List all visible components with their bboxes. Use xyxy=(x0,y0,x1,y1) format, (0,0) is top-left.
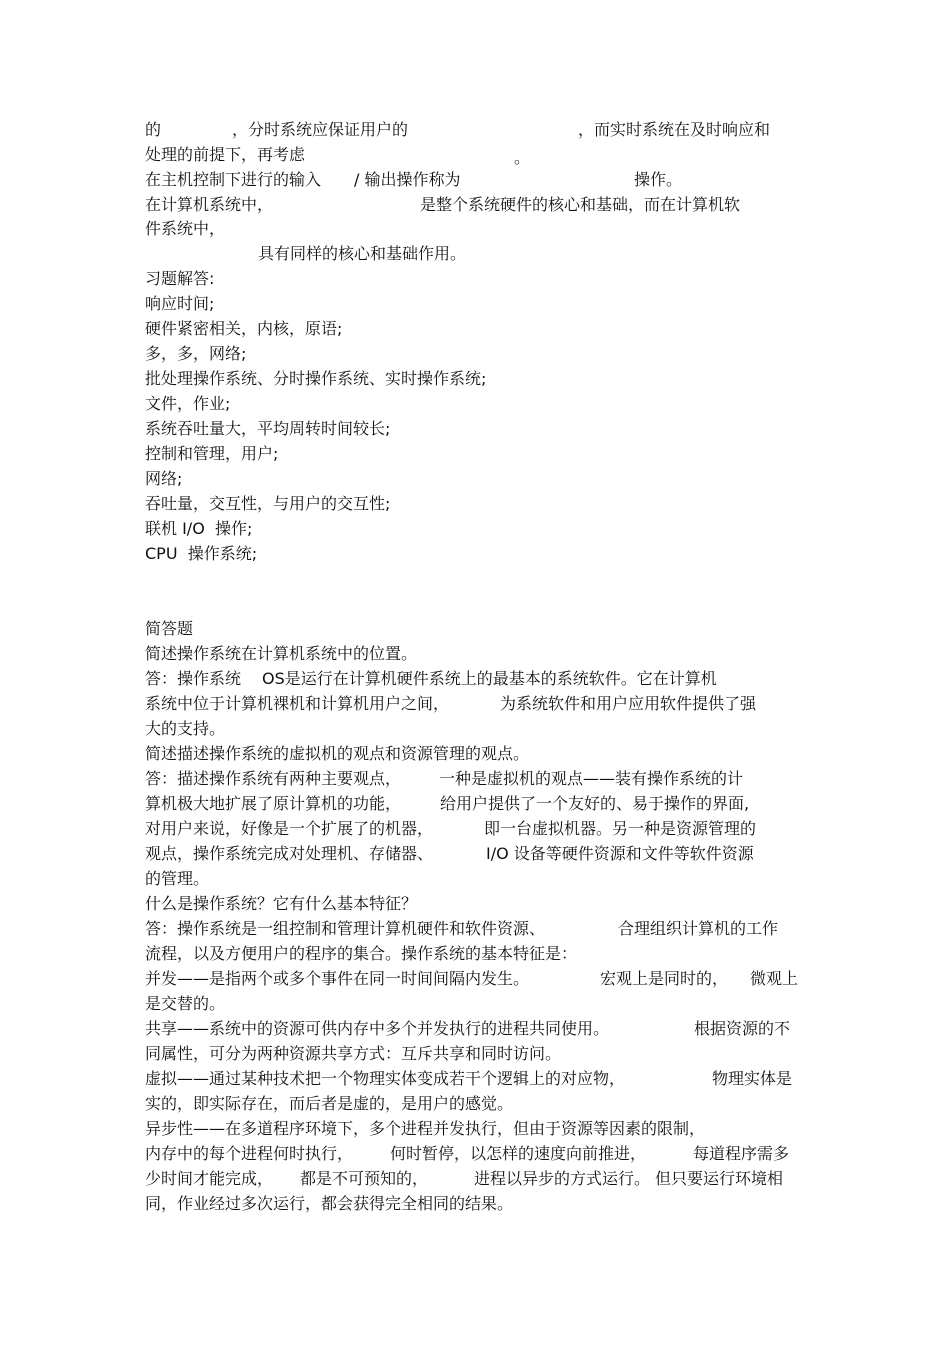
answer-item: 系统吞吐量大，平均周转时间较长; xyxy=(145,419,391,438)
answer-2-line-4-b: I/O 设备等硬件资源和文件等软件资源 xyxy=(486,844,754,863)
blank-line-1-part-3: ，而实时系统在及时响应和 xyxy=(578,120,771,139)
blank-line-1-part-1: 的 xyxy=(145,120,162,139)
blank-line-3-part-2: / 输出操作称为 xyxy=(354,170,461,189)
answer-3-line-6: 同属性，可分为两种资源共享方式：互斥共享和同时访问。 xyxy=(145,1044,562,1063)
blank-line-4-part-1: 在计算机系统中， xyxy=(145,195,274,214)
answer-3-line-4: 是交替的。 xyxy=(145,994,226,1013)
answer-item: 多，多，网络; xyxy=(145,344,247,363)
answer-3-line-2: 流程，以及方便用户的程序的集合。操作系统的基本特征是： xyxy=(145,944,578,963)
answer-3-line-10-c: 每道程序需多 xyxy=(693,1144,790,1163)
answer-3-line-3-b: 宏观上是同时的， xyxy=(600,969,729,988)
answer-3-line-11-c: 进程以异步的方式运行。 xyxy=(474,1169,651,1188)
answer-3-line-7-b: 物理实体是 xyxy=(712,1069,793,1088)
answer-2-line-3-b: 即一台虚拟机器。另一种是资源管理的 xyxy=(484,819,757,838)
answer-3-line-10-b: 何时暂停，以怎样的速度向前推进， xyxy=(390,1144,647,1163)
blank-line-1-part-2: ，分时系统应保证用户的 xyxy=(232,120,409,139)
question-1: 简述操作系统在计算机系统中的位置。 xyxy=(145,644,418,663)
blank-line-2-part-1: 处理的前提下，再考虑 xyxy=(145,145,306,164)
answer-3-line-12: 同，作业经过多次运行，都会获得完全相同的结果。 xyxy=(145,1194,514,1213)
answer-2-line-3-a: 对用户来说，好像是一个扩展了的机器， xyxy=(145,819,434,838)
answer-3-line-5-a: 共享——系统中的资源可供内存中多个并发执行的进程共同使用。 xyxy=(145,1019,610,1038)
question-2: 简述描述操作系统的虚拟机的观点和资源管理的观点。 xyxy=(145,744,530,763)
answer-2-line-4-a: 观点，操作系统完成对处理机、存储器、 xyxy=(145,844,434,863)
answer-2-line-2-b: 给用户提供了一个友好的、易于操作的界面, xyxy=(440,794,750,813)
answer-item: 文件，作业; xyxy=(145,394,231,413)
blank-line-3-part-1: 在主机控制下进行的输入 xyxy=(145,170,322,189)
answer-1-line-1-a: 答：操作系统 xyxy=(145,669,242,688)
blank-line-2-part-2: 。 xyxy=(514,148,531,167)
answer-item: 硬件紧密相关，内核，原语; xyxy=(145,319,343,338)
answer-item: 控制和管理，用户; xyxy=(145,444,279,463)
answer-1-line-3: 大的支持。 xyxy=(145,719,226,738)
answer-3-line-11-b: 都是不可预知的， xyxy=(300,1169,429,1188)
answer-3-line-5-b: 根据资源的不 xyxy=(694,1019,791,1038)
answer-item: 吞吐量，交互性，与用户的交互性; xyxy=(145,494,391,513)
answer-3-line-1-a: 答：操作系统是一组控制和管理计算机硬件和软件资源、 xyxy=(145,919,546,938)
answer-3-line-11-a: 少时间才能完成， xyxy=(145,1169,274,1188)
blank-line-3-part-3: 操作。 xyxy=(634,170,683,189)
answer-2-line-1-b: 一种是虚拟机的观点——装有操作系统的计 xyxy=(439,769,744,788)
answer-2-line-5: 的管理。 xyxy=(145,869,210,888)
answer-3-line-3-c: 微观上 xyxy=(750,969,799,988)
answer-item: 网络; xyxy=(145,469,183,488)
answer-3-line-3-a: 并发——是指两个或多个事件在同一时间间隔内发生。 xyxy=(145,969,530,988)
answer-2-line-1-a: 答：描述操作系统有两种主要观点， xyxy=(145,769,402,788)
blank-line-5: 件系统中， xyxy=(145,219,226,238)
answer-3-line-7-a: 虚拟——通过某种技术把一个物理实体变成若干个逻辑上的对应物， xyxy=(145,1069,626,1088)
answer-1-line-2-b: 为系统软件和用户应用软件提供了强 xyxy=(500,694,757,713)
answer-2-line-2-a: 算机极大地扩展了原计算机的功能， xyxy=(145,794,402,813)
answer-item: 批处理操作系统、分时操作系统、实时操作系统; xyxy=(145,369,487,388)
section-heading: 简答题 xyxy=(145,619,194,638)
answer-3-line-1-b: 合理组织计算机的工作 xyxy=(618,919,779,938)
blank-line-4-part-2: 是整个系统硬件的核心和基础，而在计算机软 xyxy=(420,195,741,214)
answer-3-line-9: 异步性——在多道程序环境下，多个进程并发执行，但由于资源等因素的限制， xyxy=(145,1119,706,1138)
answer-3-line-10-a: 内存中的每个进程何时执行， xyxy=(145,1144,354,1163)
answers-heading: 习题解答: xyxy=(145,269,215,288)
answer-1-line-1-b: OS是运行在计算机硬件系统上的最基本的系统软件。它在计算机 xyxy=(262,669,717,688)
answer-3-line-8: 实的，即实际存在，而后者是虚的，是用户的感觉。 xyxy=(145,1094,514,1113)
answer-1-line-2-a: 系统中位于计算机裸机和计算机用户之间， xyxy=(145,694,450,713)
question-3: 什么是操作系统？它有什么基本特征？ xyxy=(145,894,418,913)
blank-line-6: 具有同样的核心和基础作用。 xyxy=(258,244,467,263)
answer-item: 联机 I/O 操作; xyxy=(145,519,253,538)
answer-item: 响应时间; xyxy=(145,294,215,313)
answer-item: CPU 操作系统; xyxy=(145,544,258,563)
answer-3-line-11-d: 但只要运行环境相 xyxy=(655,1169,784,1188)
